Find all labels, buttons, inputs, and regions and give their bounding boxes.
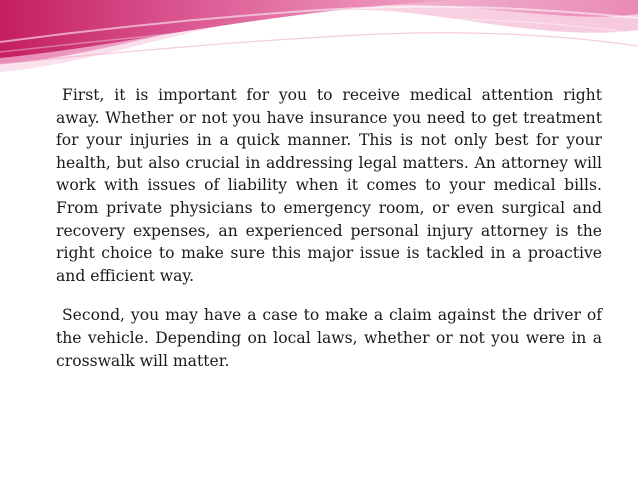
decorative-wave-banner (0, 0, 638, 80)
paragraph: Second, you may have a case to make a claim against the driver of the vehicle. Depending on local laws, whether or not you were in a crosswalk will matter. (56, 306, 602, 370)
body-text (56, 84, 602, 372)
paragraph: First, it is important for you to receive medical attention right away. Whether or not you have insurance you need to get treatment for your injuries in a quick manner. This is not only best for your health, but also crucial in addressing legal matters. An attorney will work with issues of liability when it comes to your medical bills. From private physicians to emergency room, or even surgical and recovery expenses, an experienced personal injury attorney is the right choice to make sure this major issue is tackled in a proactive and efficient way. (56, 86, 602, 285)
